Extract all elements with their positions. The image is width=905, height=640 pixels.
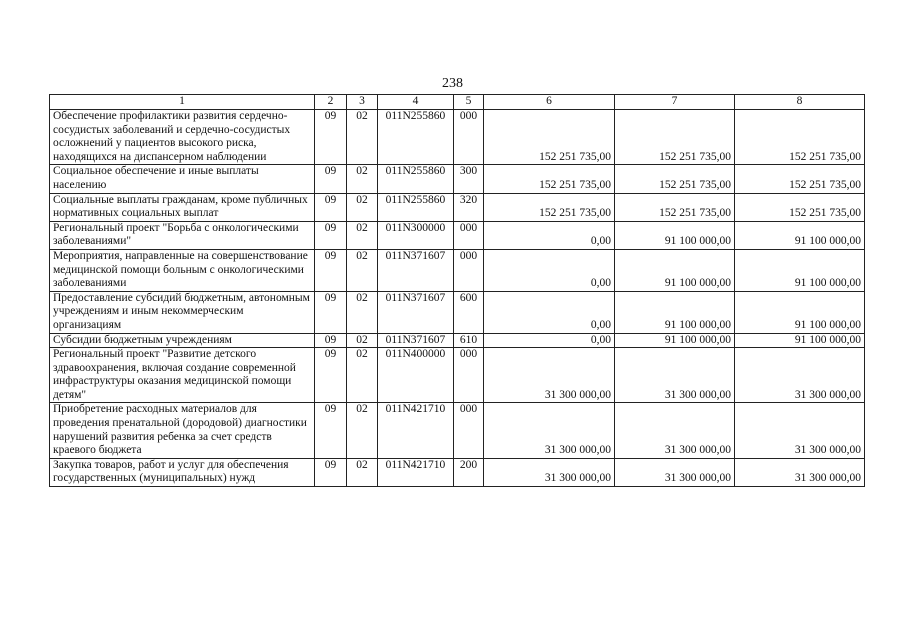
column-header: 2 bbox=[315, 95, 347, 110]
row-name: Обеспечение профилактики развития сердечно-сосудистых заболеваний и сердечно-сосудистых осложнений у пациентов высокого риска, находящихся на диспансерном наблюдении bbox=[50, 110, 315, 165]
expense-type-code: 000 bbox=[454, 249, 484, 291]
table-row bbox=[50, 221, 865, 249]
amount-col-7: 91 100 000,00 bbox=[615, 249, 735, 291]
section-code: 09 bbox=[315, 249, 347, 291]
expense-type-code: 610 bbox=[454, 333, 484, 348]
amount-col-7: 91 100 000,00 bbox=[615, 291, 735, 333]
row-name: Приобретение расходных материалов для проведения пренатальной (дородовой) диагностики нарушений развития ребенка за счет средств краевого бюджета bbox=[50, 403, 315, 458]
column-header: 1 bbox=[50, 95, 315, 110]
target-article-code: 011N371607 bbox=[378, 333, 454, 348]
column-header: 6 bbox=[484, 95, 615, 110]
subsection-code: 02 bbox=[347, 165, 378, 193]
target-article-code: 011N371607 bbox=[378, 291, 454, 333]
amount-col-6: 0,00 bbox=[484, 291, 615, 333]
amount-col-6: 0,00 bbox=[484, 221, 615, 249]
section-code: 09 bbox=[315, 458, 347, 486]
subsection-code: 02 bbox=[347, 403, 378, 458]
subsection-code: 02 bbox=[347, 221, 378, 249]
amount-col-8: 91 100 000,00 bbox=[735, 221, 865, 249]
row-name: Предоставление субсидий бюджетным, автономным учреждениям и иным некоммерческим организациям bbox=[50, 291, 315, 333]
table-row bbox=[50, 458, 865, 486]
table-row bbox=[50, 193, 865, 221]
expense-type-code: 000 bbox=[454, 221, 484, 249]
subsection-code: 02 bbox=[347, 193, 378, 221]
amount-col-8: 91 100 000,00 bbox=[735, 333, 865, 348]
amount-col-7: 152 251 735,00 bbox=[615, 165, 735, 193]
amount-col-8: 152 251 735,00 bbox=[735, 193, 865, 221]
amount-col-8: 91 100 000,00 bbox=[735, 291, 865, 333]
subsection-code: 02 bbox=[347, 110, 378, 165]
amount-col-6: 0,00 bbox=[484, 333, 615, 348]
amount-col-8: 152 251 735,00 bbox=[735, 110, 865, 165]
amount-col-7: 31 300 000,00 bbox=[615, 458, 735, 486]
amount-col-8: 31 300 000,00 bbox=[735, 348, 865, 403]
column-header: 5 bbox=[454, 95, 484, 110]
amount-col-6: 31 300 000,00 bbox=[484, 458, 615, 486]
table-row bbox=[50, 249, 865, 291]
row-name: Мероприятия, направленные на совершенствование медицинской помощи больным с онкологическими заболеваниями bbox=[50, 249, 315, 291]
section-code: 09 bbox=[315, 193, 347, 221]
amount-col-8: 152 251 735,00 bbox=[735, 165, 865, 193]
target-article-code: 011N300000 bbox=[378, 221, 454, 249]
amount-col-8: 31 300 000,00 bbox=[735, 403, 865, 458]
subsection-code: 02 bbox=[347, 348, 378, 403]
amount-col-7: 91 100 000,00 bbox=[615, 333, 735, 348]
amount-col-8: 31 300 000,00 bbox=[735, 458, 865, 486]
section-code: 09 bbox=[315, 221, 347, 249]
subsection-code: 02 bbox=[347, 291, 378, 333]
amount-col-7: 31 300 000,00 bbox=[615, 403, 735, 458]
row-name: Социальное обеспечение и иные выплаты населению bbox=[50, 165, 315, 193]
section-code: 09 bbox=[315, 110, 347, 165]
subsection-code: 02 bbox=[347, 249, 378, 291]
table-row bbox=[50, 333, 865, 348]
page-number: 238 bbox=[442, 76, 463, 91]
row-name: Закупка товаров, работ и услуг для обеспечения государственных (муниципальных) нужд bbox=[50, 458, 315, 486]
expense-type-code: 000 bbox=[454, 403, 484, 458]
subsection-code: 02 bbox=[347, 333, 378, 348]
amount-col-6: 152 251 735,00 bbox=[484, 110, 615, 165]
budget-table bbox=[49, 94, 865, 487]
target-article-code: 011N421710 bbox=[378, 458, 454, 486]
amount-col-7: 152 251 735,00 bbox=[615, 110, 735, 165]
row-name: Социальные выплаты гражданам, кроме публичных нормативных социальных выплат bbox=[50, 193, 315, 221]
column-header: 8 bbox=[735, 95, 865, 110]
section-code: 09 bbox=[315, 291, 347, 333]
amount-col-7: 31 300 000,00 bbox=[615, 348, 735, 403]
target-article-code: 011N421710 bbox=[378, 403, 454, 458]
table-row bbox=[50, 291, 865, 333]
target-article-code: 011N255860 bbox=[378, 165, 454, 193]
expense-type-code: 600 bbox=[454, 291, 484, 333]
section-code: 09 bbox=[315, 165, 347, 193]
expense-type-code: 000 bbox=[454, 110, 484, 165]
target-article-code: 011N400000 bbox=[378, 348, 454, 403]
table-row bbox=[50, 110, 865, 165]
amount-col-6: 152 251 735,00 bbox=[484, 193, 615, 221]
target-article-code: 011N371607 bbox=[378, 249, 454, 291]
row-name: Субсидии бюджетным учреждениям bbox=[50, 333, 315, 348]
column-header: 7 bbox=[615, 95, 735, 110]
column-header: 3 bbox=[347, 95, 378, 110]
expense-type-code: 300 bbox=[454, 165, 484, 193]
amount-col-6: 0,00 bbox=[484, 249, 615, 291]
table-row bbox=[50, 403, 865, 458]
section-code: 09 bbox=[315, 348, 347, 403]
column-header: 4 bbox=[378, 95, 454, 110]
expense-type-code: 200 bbox=[454, 458, 484, 486]
section-code: 09 bbox=[315, 403, 347, 458]
expense-type-code: 000 bbox=[454, 348, 484, 403]
section-code: 09 bbox=[315, 333, 347, 348]
amount-col-6: 152 251 735,00 bbox=[484, 165, 615, 193]
row-name: Региональный проект "Развитие детского здравоохранения, включая создание современной инфраструктуры оказания медицинской помощи детям" bbox=[50, 348, 315, 403]
target-article-code: 011N255860 bbox=[378, 193, 454, 221]
table-row bbox=[50, 165, 865, 193]
amount-col-6: 31 300 000,00 bbox=[484, 348, 615, 403]
amount-col-7: 152 251 735,00 bbox=[615, 193, 735, 221]
amount-col-7: 91 100 000,00 bbox=[615, 221, 735, 249]
subsection-code: 02 bbox=[347, 458, 378, 486]
header-row bbox=[50, 95, 865, 110]
target-article-code: 011N255860 bbox=[378, 110, 454, 165]
amount-col-6: 31 300 000,00 bbox=[484, 403, 615, 458]
amount-col-8: 91 100 000,00 bbox=[735, 249, 865, 291]
expense-type-code: 320 bbox=[454, 193, 484, 221]
table-row bbox=[50, 348, 865, 403]
row-name: Региональный проект "Борьба с онкологическими заболеваниями" bbox=[50, 221, 315, 249]
